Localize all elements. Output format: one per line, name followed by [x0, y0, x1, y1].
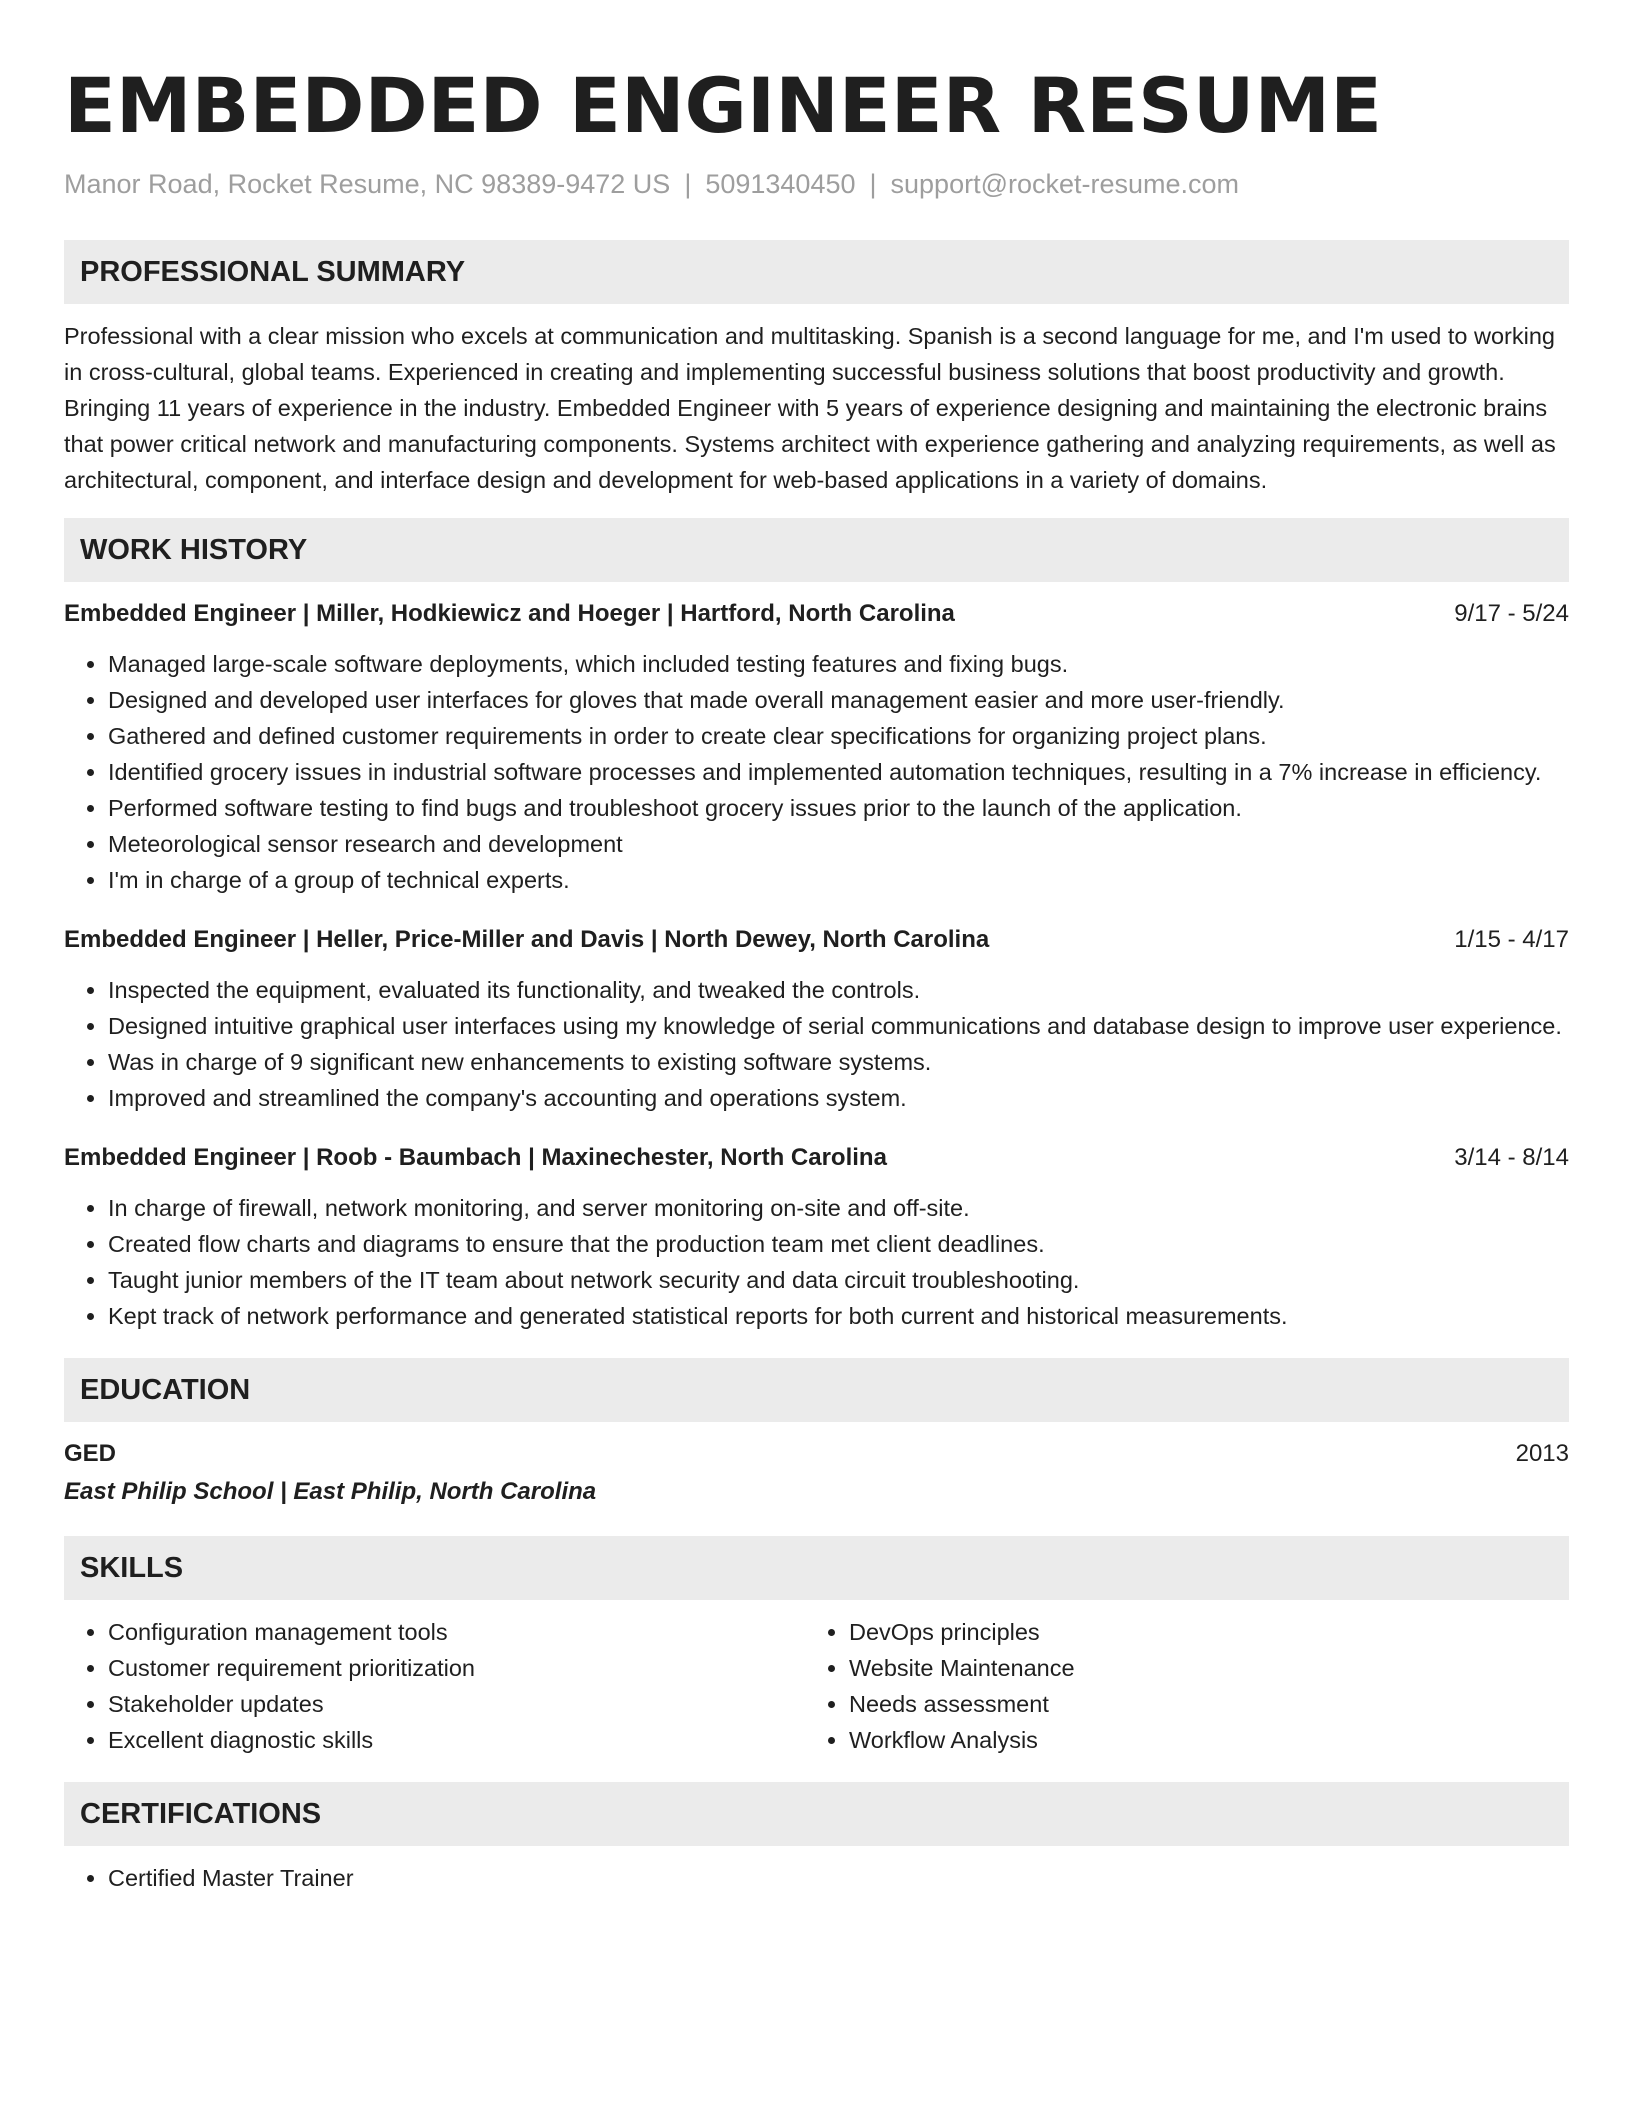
job-entry [64, 1140, 1569, 1334]
job-dates: 3/14 - 8/14 [1454, 1144, 1569, 1171]
education-year: 2013 [1515, 1440, 1569, 1467]
summary-text: Professional with a clear mission who excels at communication and multitasking. Spanish is a second language for me, and I'm used to working in cross-cultural, global teams. Experienced in creating and implementing successful business solutions that boost productivity and growth. Bringing 11 years of experience in the industry. Embedded Engineer with 5 years of experience designing and maintaining the electronic brains that power critical network and manufacturing components. Systems architect with experience gathering and analyzing requirements, as well as architectural, component, and interface design and development for web-based applications in a variety of domains. [64, 323, 1556, 493]
skills-heading: SKILLS [64, 1536, 1569, 1600]
work-history-heading: WORK HISTORY [64, 518, 1569, 582]
job-bullet: • Designed intuitive graphical user interfaces using my knowledge of serial communications and database design to improve user experience. [108, 1008, 1569, 1044]
skill-item: • Excellent diagnostic skills [108, 1722, 805, 1758]
job-entry [64, 596, 1569, 898]
job-title: Embedded Engineer | Roob - Baumbach | Maxinechester, North Carolina [64, 1144, 887, 1171]
contact-address: Manor Road, Rocket Resume, NC 98389-9472 US [64, 169, 671, 199]
skills-grid [64, 1614, 1569, 1758]
job-bullet: • Kept track of network performance and generated statistical reports for both current and historical measurements. [108, 1298, 1569, 1334]
contact-separator: | [684, 169, 692, 199]
job-bullets [64, 972, 1569, 1116]
job-title: Embedded Engineer | Heller, Price-Miller and Davis | North Dewey, North Carolina [64, 926, 990, 953]
contact-email: support@rocket-resume.com [890, 169, 1240, 199]
job-header [64, 596, 1569, 632]
education-header [64, 1436, 1569, 1472]
skill-item: • Needs assessment [849, 1686, 1075, 1722]
resume-title: EMBEDDED ENGINEER RESUME [64, 61, 1383, 150]
education-school: East Philip School | East Philip, North Carolina [64, 1478, 597, 1505]
job-bullet: • Inspected the equipment, evaluated its functionality, and tweaked the controls. [108, 972, 1569, 1008]
job-title: Embedded Engineer | Miller, Hodkiewicz and Hoeger | Hartford, North Carolina [64, 600, 955, 627]
job-header [64, 1140, 1569, 1176]
contact-phone: 5091340450 [705, 169, 856, 199]
skill-item: • Stakeholder updates [108, 1686, 805, 1722]
skill-item: • Customer requirement prioritization [108, 1650, 805, 1686]
education-heading: EDUCATION [64, 1358, 1569, 1422]
job-bullets [64, 1190, 1569, 1334]
job-bullet: • Identified grocery issues in industrial software processes and implemented automation techniques, resulting in a 7% increase in efficiency. [108, 754, 1569, 790]
skill-item: • Workflow Analysis [849, 1722, 1075, 1758]
skill-item: • DevOps principles [849, 1614, 1075, 1650]
job-bullet: • Gathered and defined customer requirements in order to create clear specifications for organizing project plans. [108, 718, 1569, 754]
skill-item: • Configuration management tools [108, 1614, 805, 1650]
job-bullet: • Designed and developed user interfaces for gloves that made overall management easier and more user-friendly. [108, 682, 1569, 718]
job-bullet: • In charge of firewall, network monitoring, and server monitoring on-site and off-site. [108, 1190, 1569, 1226]
job-header [64, 922, 1569, 958]
job-dates: 9/17 - 5/24 [1454, 600, 1569, 627]
job-bullet: • I'm in charge of a group of technical experts. [108, 862, 1569, 898]
contact-line [64, 166, 1569, 202]
job-bullet: • Was in charge of 9 significant new enhancements to existing software systems. [108, 1044, 1569, 1080]
contact-separator: | [869, 169, 877, 199]
job-bullet: • Taught junior members of the IT team about network security and data circuit troubleshooting. [108, 1262, 1569, 1298]
skills-column-1 [64, 1614, 805, 1758]
skill-item: • Website Maintenance [849, 1650, 1075, 1686]
education-degree: GED [64, 1440, 117, 1467]
summary-heading: PROFESSIONAL SUMMARY [64, 240, 1569, 304]
certification-item: • Certified Master Trainer [108, 1860, 1569, 1896]
job-bullet: • Performed software testing to find bugs and troubleshoot grocery issues prior to the launch of the application. [108, 790, 1569, 826]
certifications-list [64, 1860, 1569, 1896]
job-bullets [64, 646, 1569, 898]
certifications-heading: CERTIFICATIONS [64, 1782, 1569, 1846]
job-entry [64, 922, 1569, 1116]
job-dates: 1/15 - 4/17 [1454, 926, 1569, 953]
job-bullet: • Created flow charts and diagrams to ensure that the production team met client deadlines. [108, 1226, 1569, 1262]
job-bullet: • Managed large-scale software deployments, which included testing features and fixing bugs. [108, 646, 1569, 682]
skills-column-2 [805, 1614, 1075, 1758]
education-entry [64, 1436, 1569, 1512]
job-bullet: • Improved and streamlined the company's accounting and operations system. [108, 1080, 1569, 1116]
job-bullet: • Meteorological sensor research and development [108, 826, 1569, 862]
